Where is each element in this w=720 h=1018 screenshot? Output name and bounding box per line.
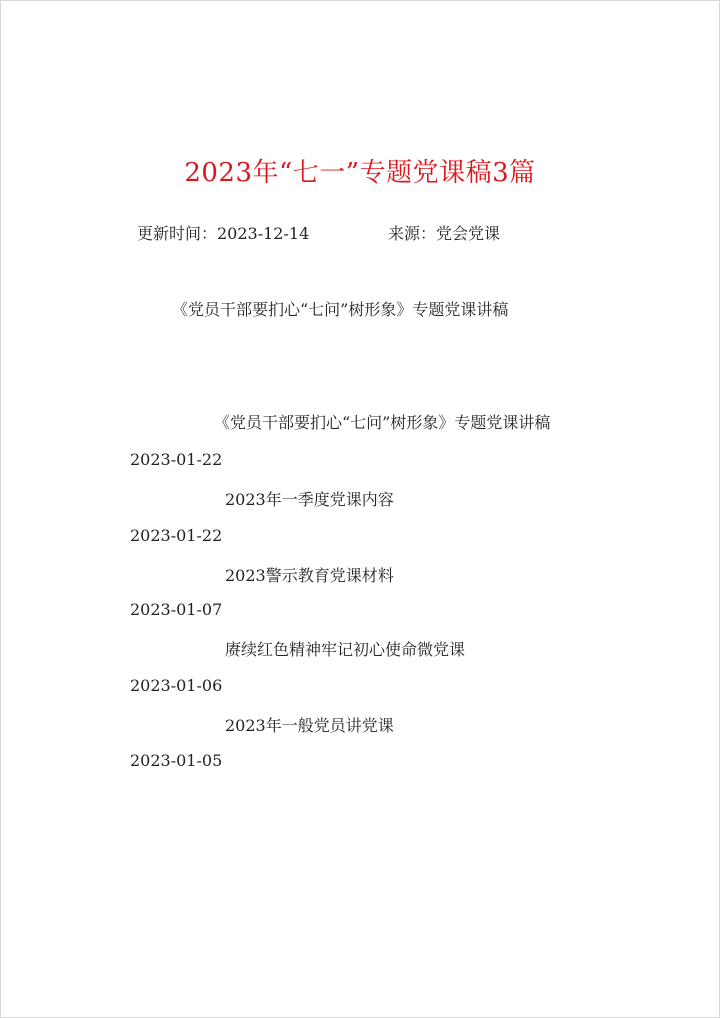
document-title: 2023年“七一”专题党课稿3篇	[184, 158, 536, 188]
article-link[interactable]: 2023警示教育党课材料	[225, 566, 394, 585]
article-date: 2023-01-06	[130, 676, 223, 695]
article-date: 2023-01-05	[130, 751, 223, 770]
article-date: 2023-01-22	[130, 526, 223, 545]
article-link[interactable]: 2023年一般党员讲党课	[225, 716, 394, 735]
article-link[interactable]: 赓续红色精神牢记初心使命微党课	[225, 640, 466, 659]
article-date: 2023-01-22	[130, 450, 223, 469]
article-date: 2023-01-07	[130, 600, 223, 619]
source: 来源：党会党课	[388, 224, 501, 243]
article-link[interactable]: 2023年一季度党课内容	[225, 490, 394, 509]
article-subtitle: 《党员干部要扪心“七问”树形象》专题党课讲稿	[172, 300, 509, 319]
update-time: 更新时间：2023-12-14	[137, 224, 310, 243]
article-link[interactable]: 《党员干部要扪心“七问”树形象》专题党课讲稿	[214, 413, 551, 432]
